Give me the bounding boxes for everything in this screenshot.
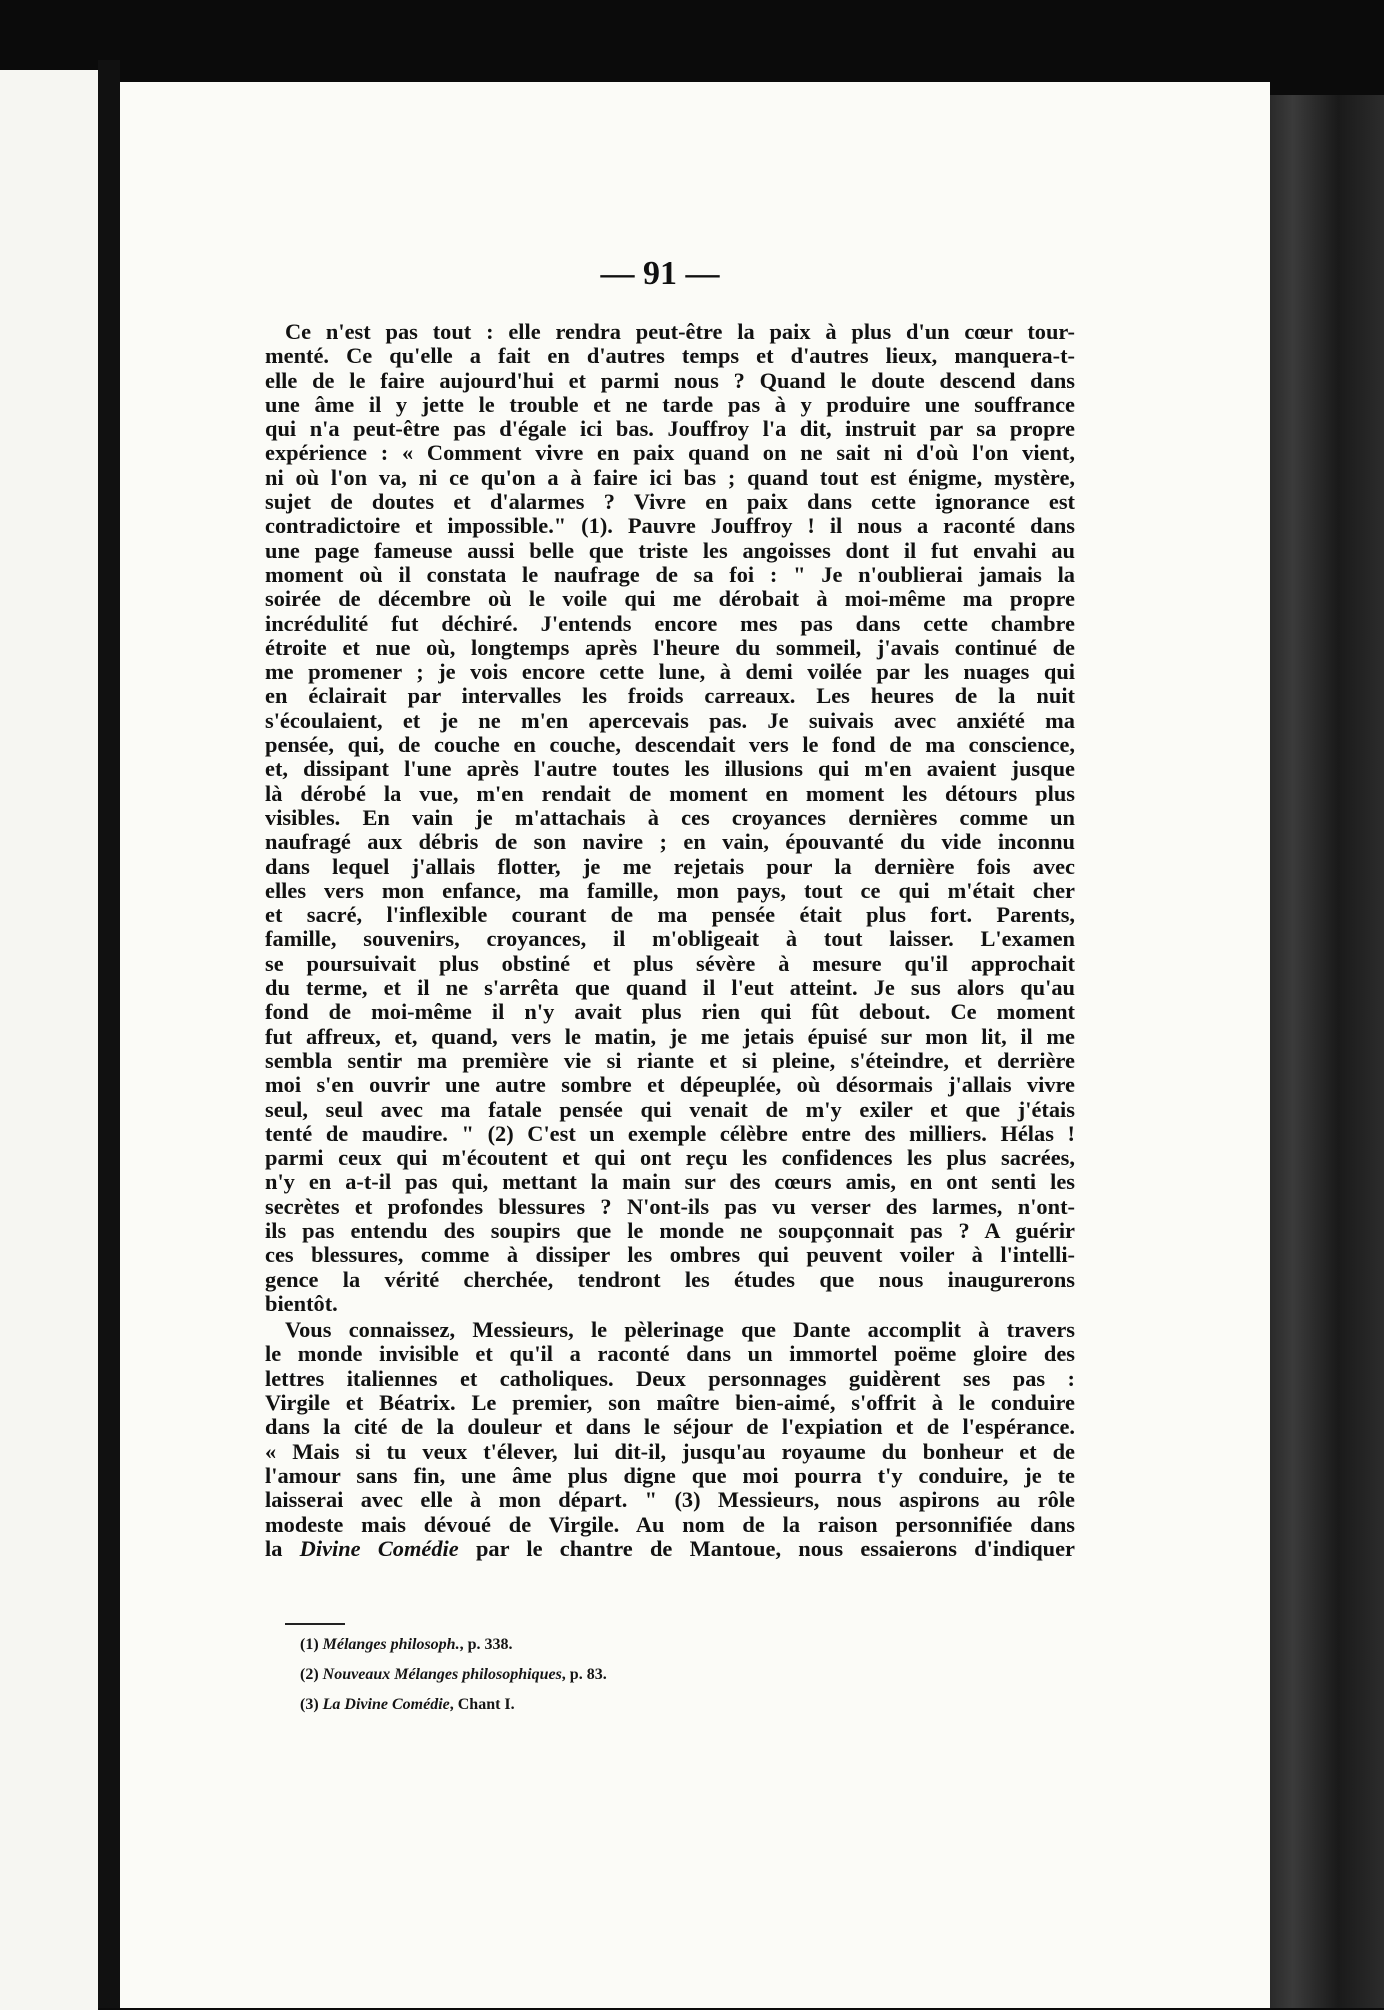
text-line: parmi ceux qui m'écoutent et qui ont reçu les confidences les plus sacrées, (265, 1145, 1075, 1171)
text-line: dans lequel j'allais flotter, je me rejetais pour la dernière fois avec (265, 853, 1075, 879)
text-line: secrètes et profondes blessures ? N'ont-ils pas vu verser des larmes, n'ont- (265, 1193, 1075, 1219)
text-line: une âme il y jette le trouble et ne tarde pas à y produire une souffrance (265, 391, 1075, 417)
text-line: elle de le faire aujourd'hui et parmi nous ? Quand le doute descend dans (265, 367, 1075, 393)
text-line: gence la vérité cherchée, tendront les études que nous inaugurerons (265, 1266, 1075, 1292)
footnote-number: (2) (300, 1666, 323, 1683)
text-line: qui n'a peut-être pas d'égale ici bas. Jouffroy l'a dit, instruit par sa propre (265, 416, 1075, 442)
text-line: famille, souvenirs, croyances, il m'obligeait à tout laisser. L'examen (265, 926, 1075, 952)
text-line: tenté de maudire. " (2) C'est un exemple célèbre entre des milliers. Hélas ! (265, 1120, 1075, 1146)
text-line: bientôt. (265, 1290, 338, 1316)
text-line: sujet de doutes et d'alarmes ? Vivre en paix dans cette ignorance est (265, 489, 1075, 515)
text-line: pensée, qui, de couche en couche, descendait vers le fond de ma conscience, (265, 732, 1075, 758)
text-line: lettres italiennes et catholiques. Deux personnages guidèrent ses pas : (265, 1365, 1075, 1391)
text-line: du terme, et il ne s'arrêta que quand il l'eut atteint. Je sus alors qu'au (265, 975, 1075, 1001)
text-line: expérience : « Comment vivre en paix quand on ne sait ni d'où l'on vient, (265, 440, 1075, 466)
text-line: me promener ; je vois encore cette lune, à demi voilée par les nuages qui (265, 659, 1075, 685)
text-line: ces blessures, comme à dissiper les ombres qui peuvent voiler à l'intelli- (265, 1242, 1075, 1268)
text-line: ils pas entendu des soupirs que le monde ne soupçonnait pas ? A guérir (265, 1217, 1075, 1243)
text-line: laisserai avec elle à mon départ. " (3) Messieurs, nous aspirons au rôle (265, 1487, 1075, 1513)
page-gutter (98, 60, 120, 2008)
footnote-number: (1) (300, 1636, 323, 1653)
text-line: moi s'en ouvrir une autre sombre et dépeuplée, où désormais j'allais vivre (265, 1072, 1075, 1098)
footnote (300, 1690, 900, 1720)
footnote (300, 1660, 900, 1690)
footnote-title: La Divine Comédie (322, 1696, 450, 1713)
footnote-title: Nouveaux Mélanges philosophiques (322, 1666, 562, 1683)
text-line: dans la cité de la douleur et dans le séjour de l'expiation et de l'espérance. (265, 1414, 1075, 1440)
text-line: l'amour sans fin, une âme plus digne que moi pourra t'y conduire, je te (265, 1462, 1075, 1488)
footnote-ref: , Chant I. (449, 1696, 515, 1713)
text-line: seul, seul avec ma fatale pensée qui venait de m'y exiler et que j'étais (265, 1096, 1075, 1122)
text-line: fond de moi-même il n'y avait plus rien qui fût debout. Ce moment (265, 999, 1075, 1025)
text-line: Ce n'est pas tout : elle rendra peut-être la paix à plus d'un cœur tour- (285, 319, 1075, 344)
text-line: Vous connaissez, Messieurs, le pèlerinage que Dante accomplit à travers (285, 1317, 1075, 1343)
text-line: naufragé aux débris de son navire ; en vain, épouvanté du vide inconnu (265, 829, 1075, 855)
text-line: se poursuivait plus obstiné et plus sévère à mesure qu'il approchait (265, 950, 1075, 976)
text-line: le monde invisible et qu'il a raconté dans un immortel poëme gloire des (265, 1341, 1075, 1367)
footnote-title: Mélanges philosoph. (322, 1636, 460, 1653)
text-line: n'y en a-t-il pas qui, mettant la main sur des cœurs amis, en ont senti les (265, 1169, 1075, 1195)
paragraph-2 (265, 1318, 1075, 1561)
italic-title: Divine Comédie (299, 1535, 459, 1561)
text-line: menté. Ce qu'elle a fait en d'autres temps et d'autres lieux, manquera-t- (265, 343, 1075, 369)
text-line: une page fameuse aussi belle que triste les angoisses dont il fut envahi au (265, 537, 1075, 563)
text-fragment: par le chantre de Mantoue, nous essaierons d'indiquer (458, 1535, 1075, 1561)
text-line: modeste mais dévoué de Virgile. Au nom de la raison personnifiée dans (265, 1511, 1075, 1537)
footnote-ref: , p. 338. (459, 1636, 513, 1653)
footnote-rule (285, 1623, 345, 1625)
text-line: visibles. En vain je m'attachais à ces croyances dernières comme un (265, 804, 1075, 830)
body-text (265, 320, 1075, 1561)
text-line: et sacré, l'inflexible courant de ma pensée était plus fort. Parents, (265, 902, 1075, 928)
paragraph-1 (265, 320, 1075, 1316)
text-line (265, 1537, 1075, 1561)
text-line: soirée de décembre où le voile qui me dérobait à moi-même ma propre (265, 586, 1075, 612)
text-line: en éclairait par intervalles les froids carreaux. Les heures de la nuit (265, 683, 1075, 709)
page-number: — 91 — (600, 255, 720, 292)
text-line: elles vers mon enfance, ma famille, mon pays, tout ce qui m'était cher (265, 877, 1075, 903)
text-line: Virgile et Béatrix. Le premier, son maître bien-aimé, s'offrit à le conduire (265, 1390, 1075, 1416)
text-line: là dérobé la vue, m'en rendait de moment en moment les détours plus (265, 780, 1075, 806)
left-page-margin (0, 70, 98, 2010)
text-line: incrédulité fut déchiré. J'entends encore mes pas dans cette chambre (265, 610, 1075, 636)
text-line: fut affreux, et, quand, vers le matin, je me jetais épuisé sur mon lit, il me (265, 1023, 1075, 1049)
footnote-ref: , p. 83. (561, 1666, 607, 1683)
text-line: étroite et nue où, longtemps après l'heure du sommeil, j'avais continué de (265, 634, 1075, 660)
text-line: sembla sentir ma première vie si riante et si pleine, s'éteindre, et derrière (265, 1047, 1075, 1073)
text-line: et, dissipant l'une après l'autre toutes les illusions qui m'en avaient jusque (265, 756, 1075, 782)
footnote-number: (3) (300, 1696, 323, 1713)
text-line: moment où il constata le naufrage de sa foi : " Je n'oublierai jamais la (265, 561, 1075, 587)
text-line: « Mais si tu veux t'élever, lui dit-il, jusqu'au royaume du bonheur et de (265, 1438, 1075, 1464)
text-line: contradictoire et impossible." (1). Pauvre Jouffroy ! il nous a raconté dans (265, 513, 1075, 539)
footnote (300, 1630, 900, 1660)
footnotes (300, 1630, 900, 1720)
book-edge (1270, 95, 1384, 2008)
text-line: ni où l'on va, ni ce qu'on a à faire ici bas ; quand tout est énigme, mystère, (265, 464, 1075, 490)
text-fragment: la (265, 1535, 300, 1561)
text-line: s'écoulaient, et je ne m'en apercevais pas. Je suivais avec anxiété ma (265, 707, 1075, 733)
